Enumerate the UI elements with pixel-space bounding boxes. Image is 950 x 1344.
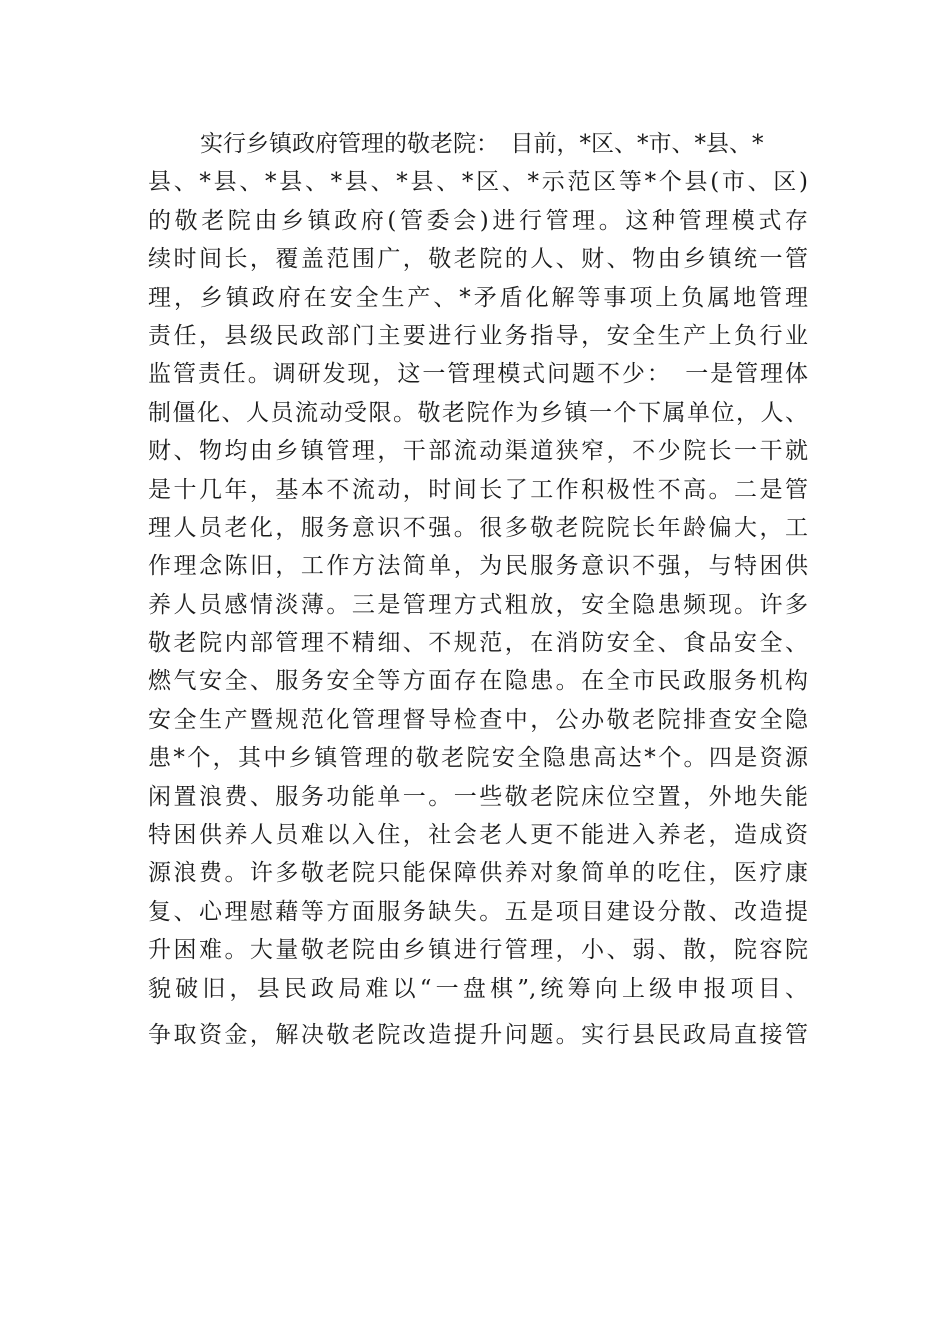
text-line: 理，乡镇政府在安全生产、*矛盾化解等事项上负属地管理	[148, 284, 808, 311]
text-line: 监管责任。调研发现，这一管理模式问题不少： 一是管理体	[148, 361, 808, 388]
text-line: 实行乡镇政府管理的敬老院： 目前，*区、*市、*县、*	[200, 131, 764, 157]
text-line: 的敬老院由乡镇政府(管委会)进行管理。这种管理模式存	[148, 207, 808, 234]
text-line: 升困难。大量敬老院由乡镇进行管理，小、弱、散，院容院	[148, 937, 808, 964]
text-line: 制僵化、人员流动受限。敬老院作为乡镇一个下属单位，人、	[148, 399, 808, 426]
text-line: 燃气安全、服务安全等方面存在隐患。在全市民政服务机构	[148, 668, 808, 695]
text-line: 理人员老化，服务意识不强。很多敬老院院长年龄偏大，工	[148, 514, 808, 541]
text-line: 特困供养人员难以入住，社会老人更不能进入养老，造成资	[148, 822, 808, 849]
text-line: 是十几年，基本不流动，时间长了工作积极性不高。二是管	[148, 476, 808, 503]
text-line: 县、*县、*县、*县、*县、*区、*示范区等*个县(市、区)	[148, 169, 808, 196]
text-line: 作理念陈旧，工作方法简单，为民服务意识不强，与特困供	[148, 553, 808, 580]
text-line: 敬老院内部管理不精细、不规范，在消防安全、食品安全、	[148, 630, 808, 657]
text-line: 财、物均由乡镇管理，干部流动渠道狭窄，不少院长一干就	[148, 438, 808, 465]
text-line: 续时间长，覆盖范围广，敬老院的人、财、物由乡镇统一管	[148, 246, 808, 273]
text-line: 复、心理慰藉等方面服务缺失。五是项目建设分散、改造提	[148, 898, 808, 925]
text-line: 责任，县级民政部门主要进行业务指导，安全生产上负行业	[148, 322, 808, 349]
text-line: 患*个，其中乡镇管理的敬老院安全隐患高达*个。四是资源	[148, 745, 808, 772]
body-paragraph	[148, 125, 808, 1054]
text-line: 争取资金，解决敬老院改造提升问题。实行县民政局直接管	[148, 1021, 808, 1048]
text-line: 貌破旧，县民政局难以“一盘棋”,统筹向上级申报项目、	[148, 975, 808, 1002]
text-line: 养人员感情淡薄。三是管理方式粗放，安全隐患频现。许多	[148, 591, 808, 618]
text-line: 安全生产暨规范化管理督导检查中，公办敬老院排查安全隐	[148, 706, 808, 733]
text-line: 闲置浪费、服务功能单一。一些敬老院床位空置，外地失能	[148, 783, 808, 810]
text-line: 源浪费。许多敬老院只能保障供养对象简单的吃住，医疗康	[148, 860, 808, 887]
